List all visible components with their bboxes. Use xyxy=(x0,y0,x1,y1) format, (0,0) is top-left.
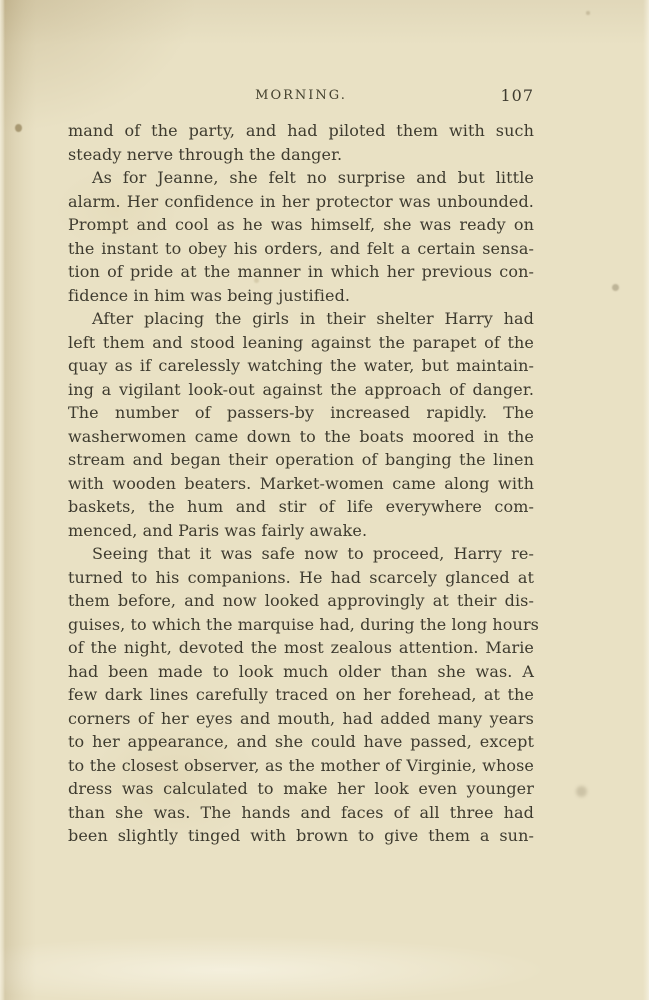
text-line: stream and began their operation of banging the linen xyxy=(68,450,534,469)
running-title: MORNING. xyxy=(255,88,347,103)
text-line: baskets, the hum and stir of life everywhere com- xyxy=(68,497,534,516)
paper-speck xyxy=(586,11,590,15)
text-line: few dark lines carefully traced on her forehead, at the xyxy=(68,685,534,704)
text-line: with wooden beaters. Market-women came along with xyxy=(68,473,534,493)
paper-speck xyxy=(576,786,587,797)
text-line: dress was calculated to make her look even younger xyxy=(68,779,534,798)
text-line: tion of pride at the manner in which her previous con- xyxy=(68,262,534,281)
text-line: fidence in him was being justified. xyxy=(68,285,351,305)
text-line: than she was. The hands and faces of all three had xyxy=(68,802,534,822)
text-line: steady nerve through the danger. xyxy=(68,144,343,164)
paper-speck xyxy=(254,278,259,283)
text-line: had been made to look much older than she was. A xyxy=(68,661,534,681)
running-header xyxy=(68,86,534,106)
paragraph-continuation xyxy=(68,119,534,166)
text-line: After placing the girls in their shelter Harry had xyxy=(92,309,534,328)
text-line: turned to his companions. He had scarcely glanced at xyxy=(68,567,534,587)
text-line: washerwomen came down to the boats moored in the xyxy=(68,426,534,446)
paper-speck xyxy=(15,124,22,132)
text-line: been slightly tinged with brown to give them a sun- xyxy=(68,826,534,845)
text-line: the instant to obey his orders, and felt a certain sensa- xyxy=(68,238,534,258)
text-line: of the night, devoted the most zealous attention. Marie xyxy=(68,638,534,657)
paper-speck xyxy=(612,284,619,291)
text-line: As for Jeanne, she felt no surprise and but little xyxy=(92,168,534,187)
paragraph xyxy=(68,166,534,307)
text-line: Prompt and cool as he was himself, she was ready on xyxy=(68,215,534,234)
text-line: The number of passers-by increased rapidly. The xyxy=(68,403,534,422)
text-line: ing a vigilant look-out against the approach of danger. xyxy=(68,379,534,399)
text-line: them before, and now looked approvingly at their dis- xyxy=(68,591,534,610)
text-block xyxy=(68,119,539,848)
text-line: corners of her eyes and mouth, had added many years xyxy=(68,708,534,728)
text-line: guises, to which the marquise had, during the long hours xyxy=(68,614,539,634)
text-line: to the closest observer, as the mother of Virginie, whose xyxy=(68,755,534,775)
text-line: Seeing that it was safe now to proceed, Harry re- xyxy=(92,544,534,563)
text-line: mand of the party, and had piloted them with such xyxy=(68,121,534,140)
paragraph xyxy=(68,542,539,848)
text-line: to her appearance, and she could have passed, except xyxy=(68,732,534,751)
text-line: quay as if carelessly watching the water, but maintain- xyxy=(68,356,534,375)
page-number: 107 xyxy=(500,86,534,105)
text-line: left them and stood leaning against the parapet of the xyxy=(68,332,534,352)
text-line: menced, and Paris was fairly awake. xyxy=(68,520,368,540)
paragraph xyxy=(68,307,534,542)
text-line: alarm. Her confidence in her protector was unbounded. xyxy=(68,191,534,211)
